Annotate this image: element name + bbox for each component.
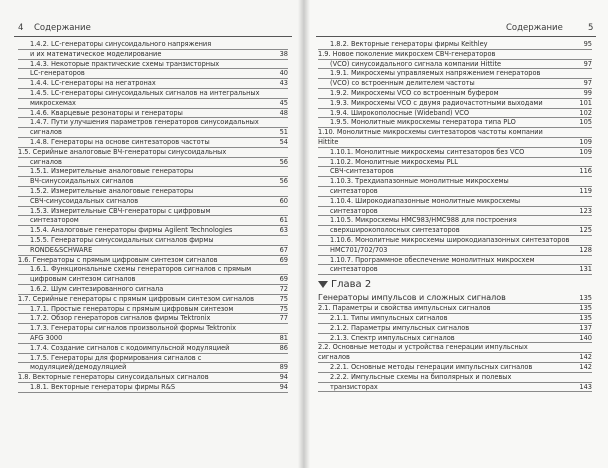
toc-entry-title: 2.1.1. Типы импульсных сигналов [330,313,448,322]
toc-entry-page: 131 [579,265,592,274]
toc-entry [318,383,592,393]
toc-entry-page: 109 [579,137,592,146]
toc-entry-title: 1.7.2. Обзор генераторов сигналов фирмы Tektronix [30,314,211,323]
toc-entry-title: 1.10.1. Монолитные микросхемы синтезаторов без VCO [330,147,525,156]
toc-entry-title: 1.10.3. Трехдиапазонные монолитные микросхемы [330,177,509,186]
toc-entry-title: 1.8. Векторные генераторы синусоидальных сигналов [18,373,209,382]
toc-entry-title: 1.7. Серийные генераторы с прямым цифровым синтезом сигналов [18,294,255,303]
toc-entry [318,118,592,128]
toc-entry [318,363,592,373]
toc-entry-page: 60 [279,196,288,205]
toc-entry [18,109,288,119]
toc-entry-page: 97 [583,79,592,88]
toc-entry [18,295,288,305]
toc-entry-page: 54 [279,137,288,146]
toc-entry-title: сигналов [318,353,350,362]
toc-entry-title: 2.2.2. Импульсные схемы на биполярных и полевых [330,372,512,381]
toc-entry-page: 105 [579,118,592,127]
triangle-icon [318,281,328,288]
toc-entry-title: 1.10.2. Монолитные микросхемы PLL [330,157,458,166]
toc-entry [318,99,592,109]
toc-entry-page: 143 [579,382,592,391]
toc-entry-title: 1.6.2. Шум синтезированного сигнала [30,284,164,293]
toc-entry [318,236,592,246]
toc-entry-page: 43 [279,79,288,88]
toc-entry-page: 116 [579,167,592,176]
toc-entry-title: 1.5. Серийные аналоговые ВЧ-генераторы синусоидальных [18,147,227,156]
toc-entry [318,50,592,60]
page-number: 4 [18,23,24,33]
toc-entry [18,373,288,383]
toc-entry-title: и их математическое моделирование [30,49,162,58]
toc-entry-page: 142 [579,353,592,362]
toc-entry [318,109,592,119]
toc-entry-page: 56 [279,157,288,166]
toc-entry-title: 1.8.2. Векторные генераторы фирмы Keithley [330,40,488,48]
toc-entry [318,265,592,275]
toc-entry-title: синтезаторов [330,206,378,215]
toc-entry-page: 69 [279,255,288,264]
toc-entry [318,128,592,138]
toc-entry-page: 72 [279,284,288,293]
toc-entry-title: ВЧ-синусоидальных сигналов [30,177,134,186]
toc-entry-title: LC-генераторов [30,69,85,78]
toc-entry [318,197,592,207]
toc-entry-title: 1.4.6. Кварцевые резонаторы и генераторы [30,108,183,117]
toc-entry [318,69,592,79]
toc-entry-title: 2.1.3. Спектр импульсных сигналов [330,333,455,342]
toc-entry [318,353,592,363]
right-page [304,0,608,468]
toc-entry-title: 1.10.7. Программное обеспечение монолитных микросхем [330,255,535,264]
toc-entry-page: 140 [579,333,592,342]
chapter-label: Глава 2 [331,279,372,291]
toc-entry [18,305,288,315]
toc-entry-page: 63 [279,226,288,235]
toc-entry-title: СВЧ-синусоидальных сигналов [30,196,139,205]
toc-entry-page: 61 [279,216,288,225]
toc-entry-title: 1.4.3. Некоторые практические схемы транзисторных [30,59,220,68]
toc-entry-page: 77 [279,314,288,323]
toc-entry [18,363,288,373]
running-header: Содержание [34,23,91,33]
toc-entry [18,40,288,50]
toc-entry-page: 40 [279,69,288,78]
toc-entry [18,344,288,354]
toc-entry-title: 1.6. Генераторы с прямым цифровым синтезом сигналов [18,255,218,264]
toc-entry-page: 89 [279,363,288,372]
toc-entry-title: 1.4.7. Пути улучшения параметров генераторов синусоидальных [30,118,259,127]
toc-entry [318,343,592,353]
toc-entry [18,314,288,324]
toc-entry [318,304,592,314]
toc-entry-title: 2.1.2. Параметры импульсных сигналов [330,323,470,332]
toc-entry-page: 142 [579,362,592,371]
toc-entry [18,158,288,168]
toc-entry-page: 135 [579,313,592,322]
toc-entry-page: 38 [279,49,288,58]
toc-list [18,40,288,393]
toc-entry [18,354,288,364]
toc-entry [318,226,592,236]
toc-entry [18,128,288,138]
toc-entry [18,148,288,158]
toc-entry-title: AFG 3000 [30,333,63,342]
page-number: 5 [588,23,594,33]
toc-entry-title: 1.7.3. Генераторы сигналов произвольной формы Tektronix [30,324,237,333]
toc-entry-title: 1.5.1. Измерительные аналоговые генераторы [30,167,194,176]
toc-entry-title: 1.9.3. Микросхемы VCO с двумя радиочастотными выходами [330,98,543,107]
toc-entry-title: 1.4.8. Генераторы на основе синтезаторов частоты [30,137,210,146]
toc-entry [18,383,288,393]
toc-entry-title: 2.2. Основные методы и устройства генерации импульсных [318,343,528,352]
toc-entry-page: 48 [279,108,288,117]
toc-entry-page: 67 [279,245,288,254]
toc-entry-title: 2.1. Параметры и свойства импульсных сигналов [318,304,491,313]
toc-entry [18,60,288,70]
toc-entry [18,256,288,266]
toc-entry [18,167,288,177]
toc-entry-title: микросхемах [30,98,76,107]
toc-entry [318,148,592,158]
toc-entry-page: 109 [579,147,592,156]
toc-entry-title: 1.7.5. Генераторы для формирования сигналов с [30,353,202,362]
toc-entry [318,158,592,168]
toc-entry-page: 94 [279,382,288,391]
header-rule [14,36,292,37]
toc-entry-title: 1.10.4. Широкодиапазонные монолитные микросхемы [330,196,521,205]
toc-entry-page: 56 [279,177,288,186]
toc-entry-page: 86 [279,343,288,352]
toc-entry-title: 1.6.1. Функциональные схемы генераторов сигналов с прямым [30,265,252,274]
toc-entry [18,207,288,217]
toc-entry-title: 1.10.6. Монолитные микросхемы широкодиапазонных синтезаторов [330,235,570,244]
toc-entry-page: 101 [579,98,592,107]
toc-entry-page: 75 [279,294,288,303]
toc-entry-page: 137 [579,323,592,332]
toc-entry-page: 125 [579,226,592,235]
toc-entry-page: 75 [279,304,288,313]
toc-entry [18,79,288,89]
toc-entry [318,79,592,89]
toc-entry-title: 1.9.5. Монолитные микросхемы генератора типа PLO [330,118,516,127]
toc-entry [18,50,288,60]
toc-list [318,40,592,392]
toc-entry [318,167,592,177]
toc-entry [318,324,592,334]
toc-entry-page: 102 [579,108,592,117]
toc-entry-title: синтезаторов [330,186,378,195]
toc-entry-title: 1.5.4. Аналоговые генераторы фирмы Agilent Technologies [30,226,233,235]
toc-entry-title: сверхширокополосных синтезаторов [330,226,460,235]
toc-entry [18,89,288,99]
toc-entry [318,177,592,187]
chapter-title [318,293,592,304]
book-gutter-shadow [298,0,310,468]
toc-entry [18,324,288,334]
toc-entry-title: (VCO) со встроенным делителем частоты [330,79,475,88]
toc-entry [318,89,592,99]
toc-entry-title: 1.9.1. Микросхемы управляемых напряжением генераторов [330,69,541,78]
toc-entry [18,138,288,148]
toc-entry [318,373,592,383]
toc-entry-title: 1.7.4. Создание сигналов с кодоимпульсной модуляцией [30,343,230,352]
toc-entry [18,285,288,295]
toc-entry [318,256,592,266]
toc-entry-title: HMC701/702/703 [330,245,388,254]
toc-entry [18,236,288,246]
toc-entry [318,187,592,197]
toc-entry-page: 123 [579,206,592,215]
toc-entry-page: 95 [583,40,592,48]
toc-entry-title: 1.8.1. Векторные генераторы фирмы R&S [30,382,176,391]
toc-entry [18,246,288,256]
toc-entry [318,246,592,256]
toc-entry-title: сигналов [30,157,62,166]
toc-entry-page: 69 [279,275,288,284]
toc-entry-page: 119 [579,186,592,195]
toc-entry [318,138,592,148]
chapter-title-page: 135 [579,294,592,303]
toc-entry-title: сигналов [30,128,62,137]
toc-entry-title: 1.7.1. Простые генераторы с прямым цифровым синтезом [30,304,234,313]
running-header: Содержание [506,23,563,33]
toc-entry [18,265,288,275]
toc-entry-title: 1.5.2. Измерительные аналоговые генераторы [30,186,194,195]
toc-entry-title: 1.4.5. LC-генераторы синусоидальных сигналов на интегральных [30,88,260,97]
toc-entry [18,177,288,187]
chapter-heading [318,278,592,291]
toc-entry [18,334,288,344]
toc-entry [318,314,592,324]
toc-entry-title: 1.9.4. Широкополосные (Wideband) VCO [330,108,470,117]
toc-entry-page: 51 [279,128,288,137]
toc-entry-page: 81 [279,333,288,342]
toc-entry [18,216,288,226]
toc-entry [18,118,288,128]
toc-entry-title: транзисторах [330,382,378,391]
toc-entry-title: 1.10. Монолитные микросхемы синтезаторов частоты компании [318,128,543,137]
toc-entry-title: 1.10.5. Микросхемы HMC983/HMC988 для построения [330,216,517,225]
header-rule [316,36,596,37]
toc-entry-title: СВЧ-синтезаторов [330,167,394,176]
toc-entry [318,216,592,226]
toc-entry-title: 1.9.2. Микросхемы VCO со встроенным буфером [330,88,499,97]
toc-entry-title: Hittite [318,137,339,146]
toc-entry [318,334,592,344]
toc-entry [318,207,592,217]
toc-entry [318,60,592,70]
toc-entry-page: 99 [583,88,592,97]
toc-entry [18,226,288,236]
toc-entry-title: модуляцией/демодуляцией [30,363,127,372]
toc-entry [18,275,288,285]
toc-entry-title: цифровым синтезом сигналов [30,275,136,284]
toc-entry [18,99,288,109]
toc-entry-title: RONDE&SCHWARE [30,245,93,254]
toc-entry-title: 1.4.4. LC-генераторы на негатронах [30,79,156,88]
toc-entry-title: 1.5.3. Измерительные СВЧ-генераторы с цифровым [30,206,211,215]
toc-entry-title: 2.2.1. Основные методы генерации импульсных сигналов [330,362,533,371]
chapter-title-text: Генераторы импульсов и сложных сигналов [318,293,506,303]
toc-entry [18,187,288,197]
toc-entry-page: 128 [579,245,592,254]
toc-entry [18,197,288,207]
toc-entry-page: 135 [579,304,592,313]
toc-entry-title: (VCO) синусоидального сигнала компании Hittite [330,59,502,68]
toc-entry [318,40,592,50]
toc-entry-page: 97 [583,59,592,68]
toc-entry-page: 45 [279,98,288,107]
toc-entry-title: синтезаторов [330,265,378,274]
toc-entry-page: 94 [279,373,288,382]
toc-entry-title: 1.9. Новое поколение микросхем СВЧ-генераторов [318,49,496,58]
toc-entry [18,69,288,79]
toc-entry-title: 1.4.2. LC-генераторы синусоидального напряжения [30,40,212,48]
toc-entry-title: 1.5.5. Генераторы синусоидальных сигналов фирмы [30,235,214,244]
toc-entry-title: синтезатором [30,216,79,225]
